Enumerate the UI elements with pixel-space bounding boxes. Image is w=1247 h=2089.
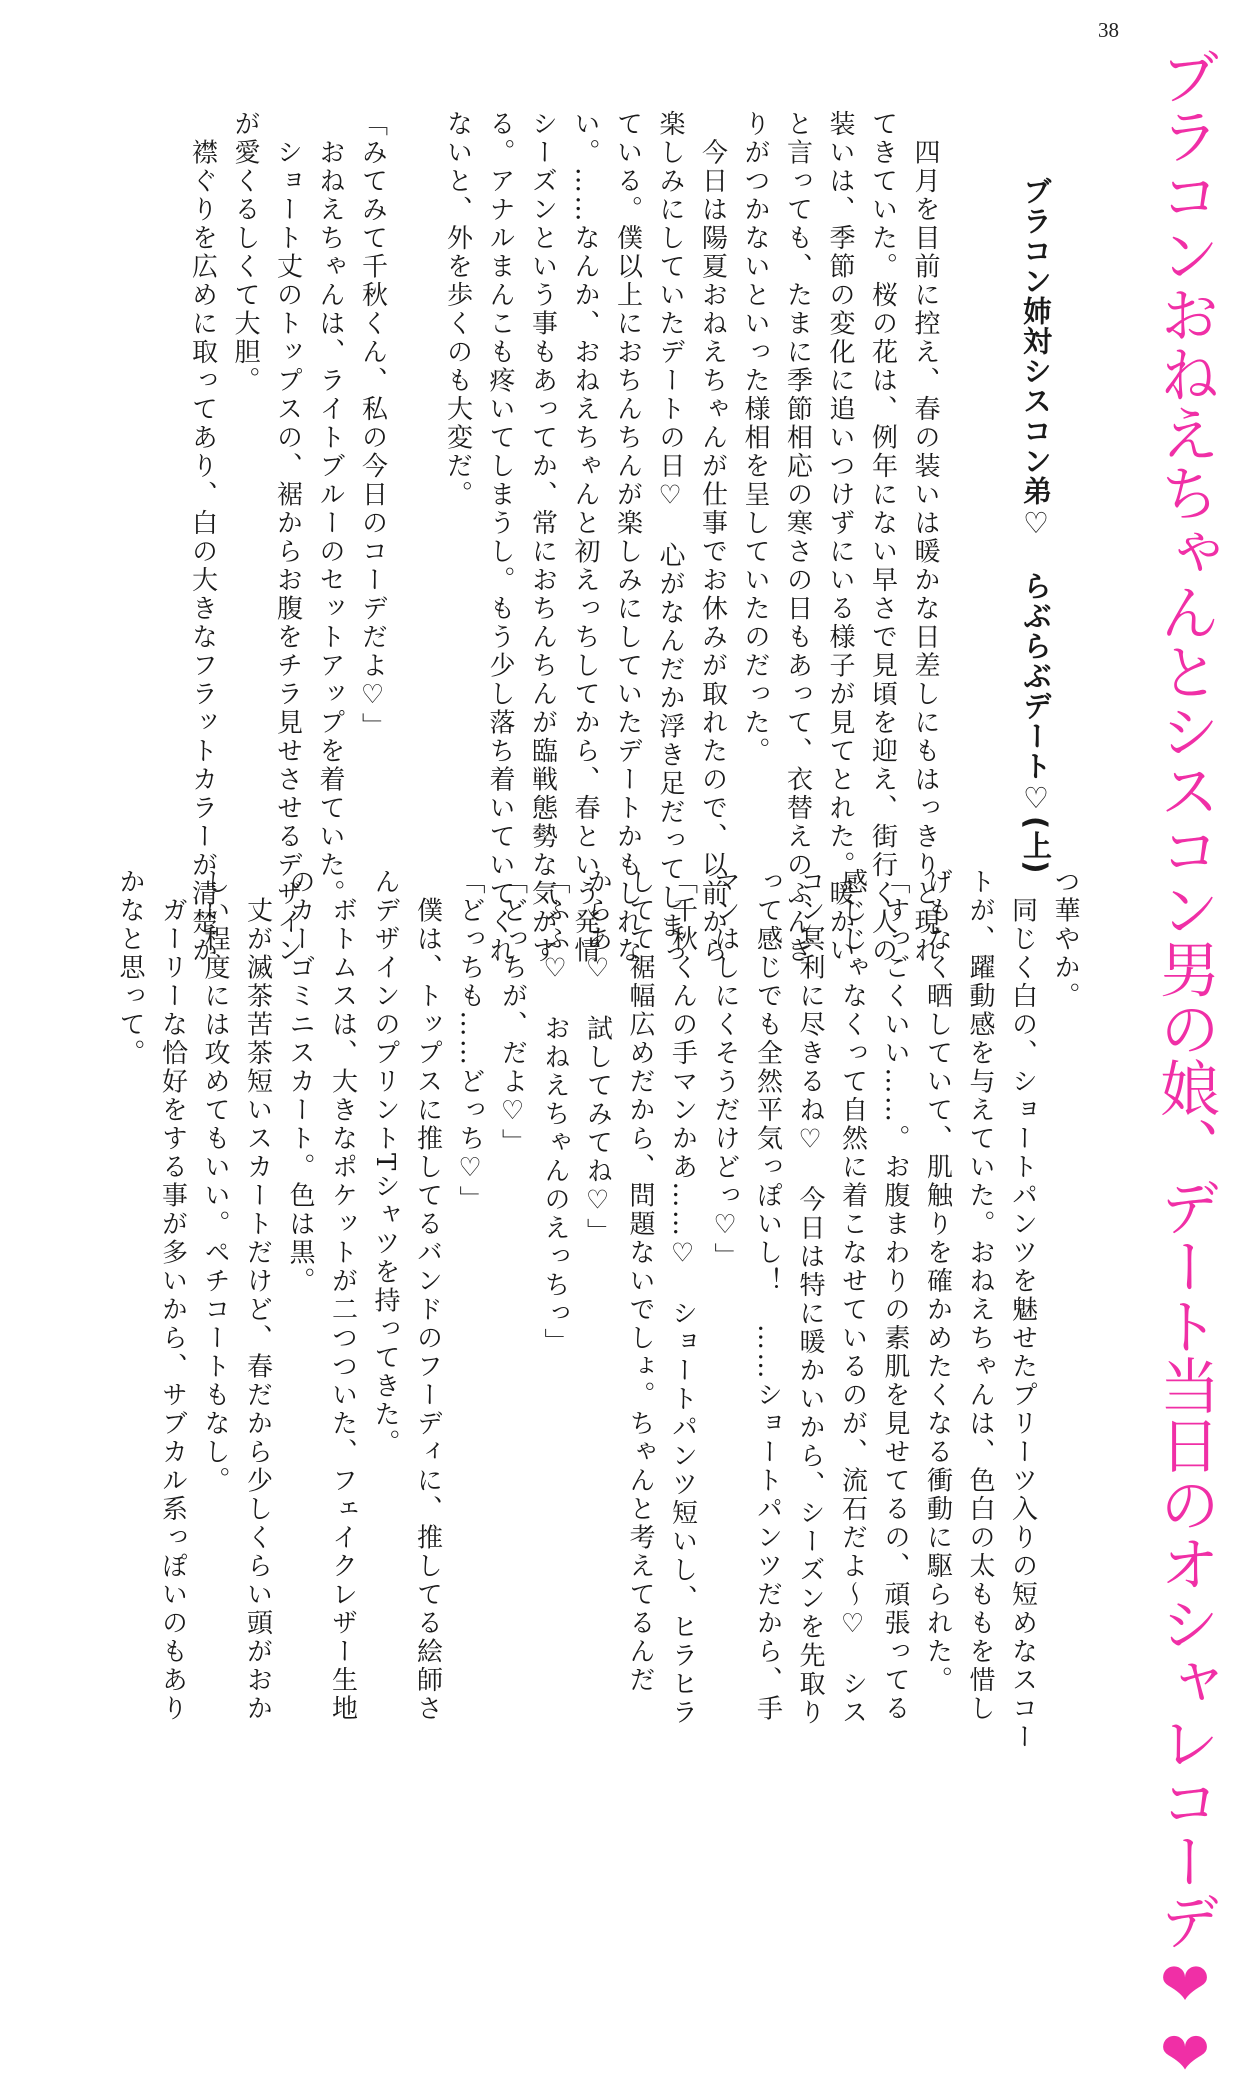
text-line: マンはしにくそうだけどっ♡」 bbox=[710, 868, 740, 1271]
text-line: んデザインのプリントTシャツを持ってきた。 bbox=[370, 868, 400, 1458]
text-line: 僕は、トップスに推してるバンドのフーディに、推してる絵師さ bbox=[412, 868, 443, 1723]
text-line: からあ♡ 試してみてね♡」 bbox=[582, 868, 613, 1247]
text-line: てきていた。桜の花は、例年にない早さで見頃を迎え、街行く人の bbox=[867, 110, 898, 965]
text-line: シーズンという事もあってか、常におちんちんが臨戦態勢な気がす bbox=[527, 110, 558, 965]
text-line: 「ふふ♡ おねえちゃんのえっちっ」 bbox=[540, 868, 570, 1357]
text-line: 襟ぐりを広めに取ってあり、白の大きなフラットカラーが清楚か bbox=[187, 110, 218, 965]
text-line: 装いは、季節の変化に追いつけずにいる様子が見てとれた。暖かい bbox=[825, 110, 855, 965]
text-line: い。……なんか、おねえちゃんと初えっちしてから、春という発情 bbox=[570, 110, 600, 965]
text-line: 「千秋くんの手マンかあ……♡ ショートパンツ短いし、ヒラヒラ bbox=[667, 868, 698, 1727]
text-line: かなと思って。 bbox=[115, 868, 145, 1068]
section-subtitle: ブラコン姉対シスコン弟♡ らぶらぶデート♡(上) bbox=[1019, 176, 1053, 875]
text-line: コン冥利に尽きるね♡ 今日は特に暖かいから、シーズンを先取り bbox=[795, 868, 825, 1727]
text-line: 四月を目前に控え、春の装いは暖かな日差しにもはっきりと現れ bbox=[910, 110, 940, 965]
text-line: げもなく晒していて、肌触りを確かめたくなる衝動に駆られた。 bbox=[922, 868, 953, 1695]
lower-text-block bbox=[115, 868, 1086, 1752]
text-line bbox=[394, 110, 437, 850]
upper-text-block bbox=[186, 110, 946, 969]
text-line: トが、躍動感を与えていた。おねえちゃんは、色白の太ももを惜し bbox=[965, 868, 995, 1723]
text-line: ショート丈のトップスの、裾からお腹をチラ見せさせるデザイン bbox=[272, 110, 303, 965]
text-line: 「みてみて千秋くん、私の今日のコーデだよ♡」 bbox=[357, 110, 388, 741]
text-line: しい程度には攻めてもいい。ペチコートもなし。 bbox=[200, 868, 230, 1495]
text-line: ボトムスは、大きなポケットが二つついた、フェイクレザー生地 bbox=[327, 868, 358, 1723]
text-line: つ華やか。 bbox=[1050, 868, 1080, 1011]
text-line: のカーゴミニスカート。色は黒。 bbox=[285, 868, 315, 1296]
chapter-title: ブラコンおねえちゃんとシスコン男の娘、デート当日のオシャレコーデ❤❤ bbox=[1150, 46, 1220, 2089]
text-line: 今日は陽夏おねえちゃんが仕事でお休みが取れたので、以前から bbox=[697, 110, 728, 965]
text-line: 「どっちが、だよ♡」 bbox=[497, 868, 528, 1157]
text-line: 感じじゃなくって自然に着こなせているのが、流石だよ～♡ シス bbox=[837, 868, 868, 1727]
text-line: してて裾幅広めだから、問題ないでしょ。ちゃんと考えてるんだ bbox=[625, 868, 655, 1695]
text-line: 「どっちも……どっち♡」 bbox=[455, 868, 485, 1214]
text-line: ないと、外を歩くのも大変だ。 bbox=[442, 110, 473, 509]
page-number: 38 bbox=[1098, 18, 1119, 42]
text-line: おねえちゃんは、ライトブルーのセットアップを着ていた。 bbox=[315, 110, 345, 908]
text-line: って感じでも全然平気っぽいし！ ……ショートパンツだから、手 bbox=[752, 868, 783, 1723]
text-line: 丈が滅茶苦茶短いスカートだけど、春だから少しくらい頭がおか bbox=[242, 868, 273, 1723]
text-line: りがつかないといった様相を呈していたのだった。 bbox=[740, 110, 770, 766]
text-line: と言っても、たまに季節相応の寒さの日もあって、衣替えのふんぎ bbox=[782, 110, 813, 965]
text-line: ている。僕以上におちんちんが楽しみにしていたデートかもしれな bbox=[612, 110, 643, 965]
text-line: ガーリーな恰好をする事が多いから、サブカル系っぽいのもあり bbox=[157, 868, 188, 1723]
text-line: 「すっごくいい……。お腹まわりの素肌を見せてるの、頑張ってる bbox=[880, 868, 910, 1723]
text-line: が愛くるしくて大胆。 bbox=[230, 110, 260, 395]
text-line: 同じく白の、ショートパンツを魅せたプリーツ入りの短めなスコー bbox=[1007, 868, 1038, 1752]
text-line: る。アナルまんこも疼いてしまうし。もう少し落ち着いていてくれ bbox=[485, 110, 515, 965]
text-line: 楽しみにしていたデートの日♡ 心がなんだか浮き足だってしまっ bbox=[655, 110, 685, 969]
